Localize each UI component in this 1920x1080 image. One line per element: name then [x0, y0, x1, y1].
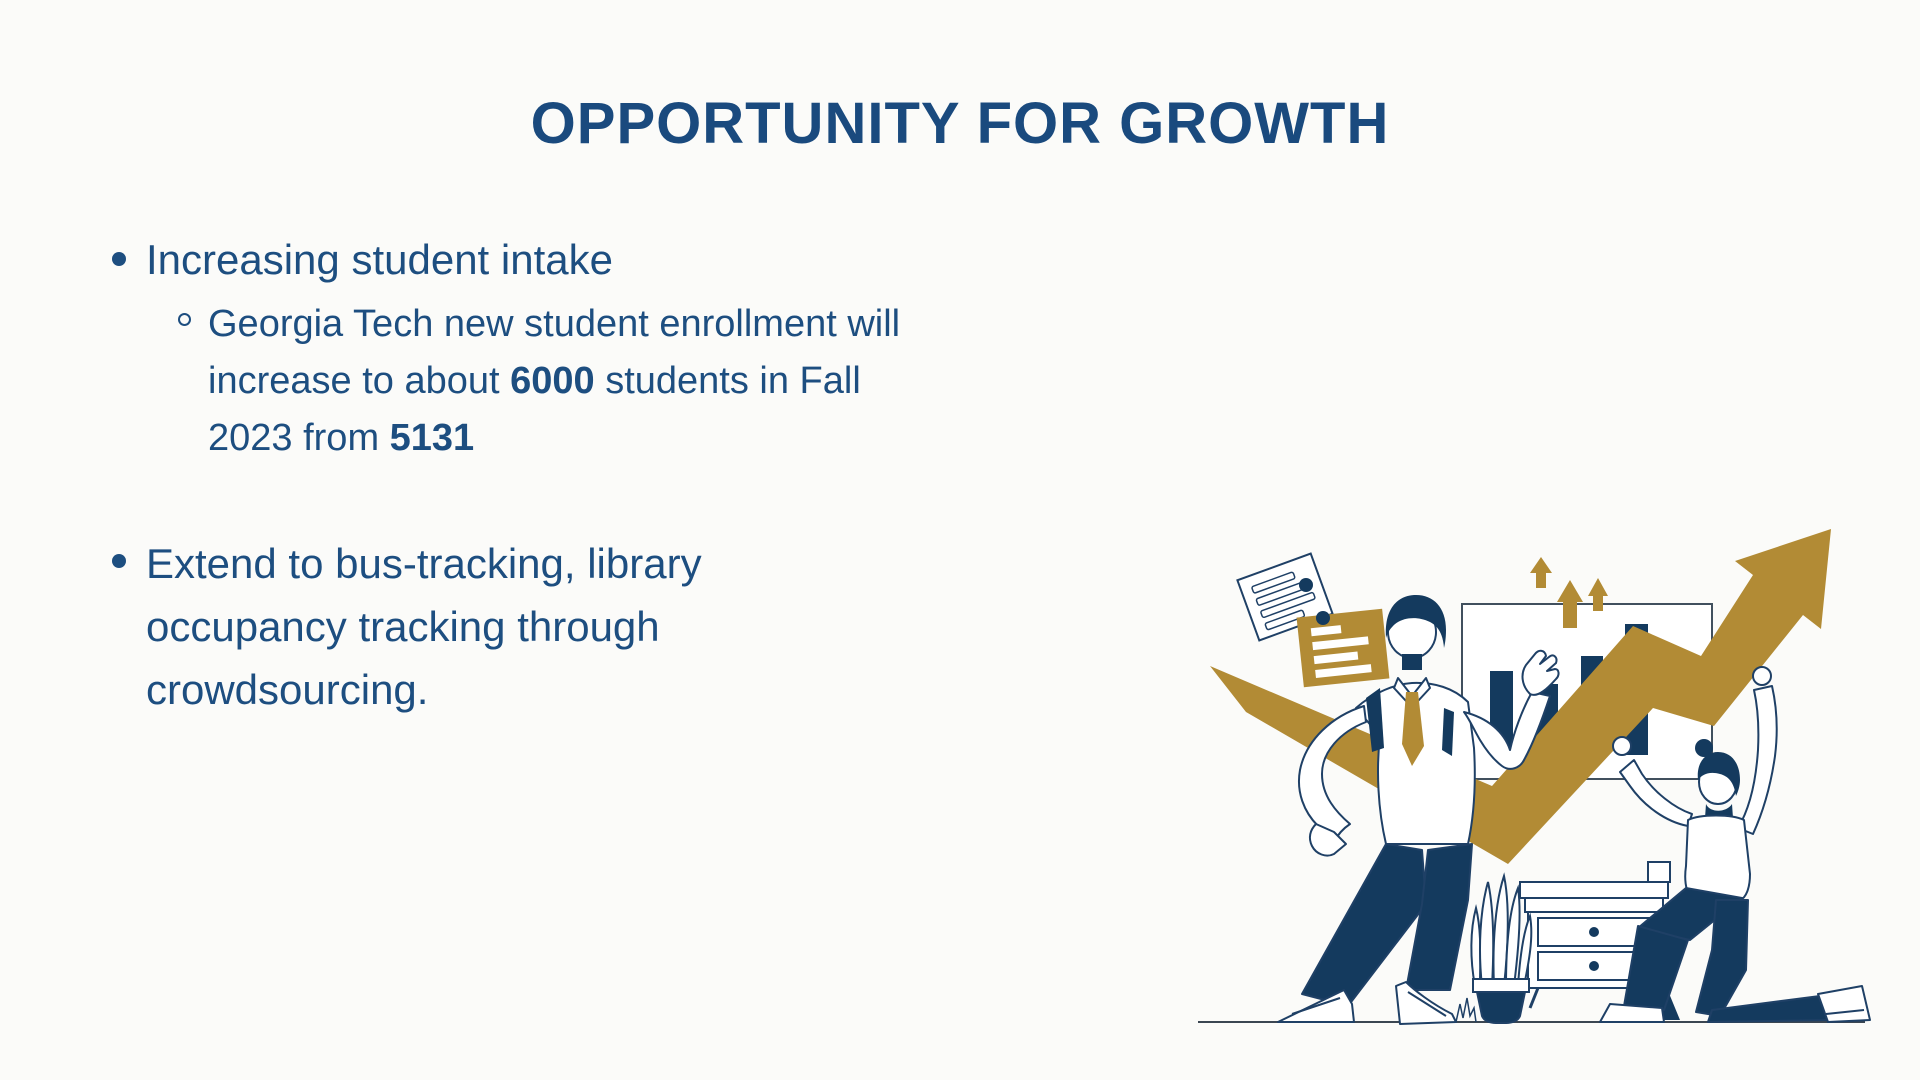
- sub-line-2-pre: increase to about: [208, 360, 511, 402]
- pin-icon: [1299, 578, 1313, 592]
- sub-line-1: Georgia Tech new student enrollment will: [208, 303, 901, 345]
- sub-line-3-pre: 2023 from: [208, 417, 390, 459]
- bullet-text: Increasing student intake: [146, 236, 613, 283]
- bullet-extend-tracking: [106, 532, 866, 721]
- b2-line-1: Extend to bus-tracking, library: [146, 540, 702, 587]
- b2-line-2: occupancy tracking through: [146, 603, 660, 650]
- sub-line-2-post: students in Fall: [594, 360, 861, 402]
- sub-line-3: [208, 410, 1038, 467]
- bullet-text: [146, 532, 866, 721]
- sub-line-2-bold: 6000: [510, 360, 595, 402]
- b2-line-3: crowdsourcing.: [146, 666, 429, 713]
- sub-bullet-lines: [208, 296, 1038, 467]
- sub-bullet-circle: [178, 313, 191, 326]
- growth-illustration: [960, 430, 1920, 1050]
- page-title: OPPORTUNITY FOR GROWTH: [530, 91, 1390, 156]
- sub-line-2: [208, 353, 1038, 410]
- bullet-dot: [112, 252, 126, 266]
- sub-bullet-enrollment: [178, 296, 1038, 467]
- sub-line-3-bold: 5131: [389, 417, 475, 459]
- gold-note-icon: [1297, 609, 1390, 688]
- bullet-dot: [112, 554, 126, 568]
- bullet-increasing-intake: [106, 234, 906, 286]
- pin-icon: [1316, 611, 1330, 625]
